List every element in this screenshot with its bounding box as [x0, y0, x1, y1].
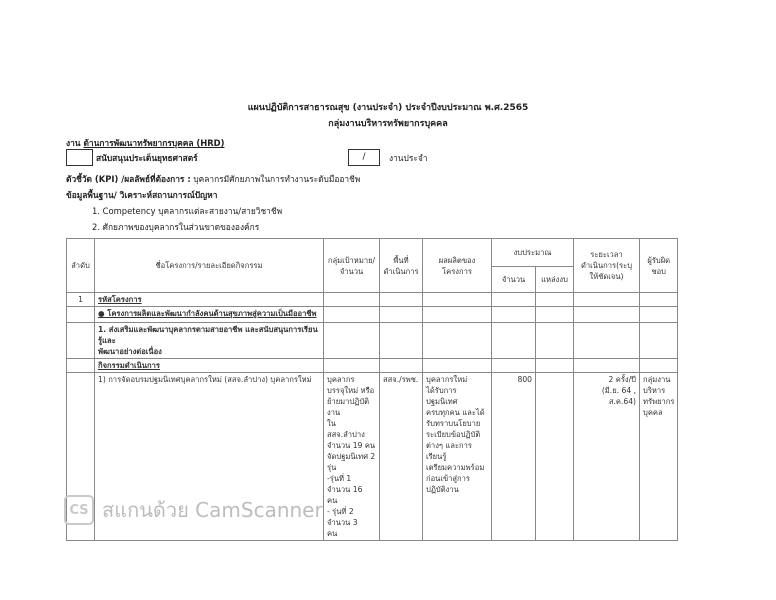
work-line: [66, 138, 224, 149]
activity-output: บุคลากรใหม่ ได้รับการปฐมนิเทศ ครบทุกคน และได้ รับทราบนโยบาย ระเบียบข้อปฏิบัติ ต่างๆ และการเรียนรู้ เตรียมความพร้อม ก่อนเข้าสู่การ ปฏิบัติงาน: [423, 373, 492, 541]
activity-area: สสจ./รพช.: [380, 373, 423, 541]
header-period: ระยะเวลา ดำเนินการ(ระบุ ให้ชัดเจน): [574, 239, 640, 293]
work-name: ด้านการพัฒนาทรัพยากรบุคคล (HRD): [83, 138, 225, 148]
kpi-line: [66, 174, 360, 185]
header-budget: งบประมาณ: [492, 239, 574, 267]
camscanner-logo-icon: CS: [64, 495, 94, 525]
header-output: ผลผลิตของโครงการ: [423, 239, 492, 293]
header-target: กลุ่มเป้าหมาย/ จำนวน: [324, 239, 380, 293]
routine-label: งานประจำ: [389, 153, 428, 163]
activity-text: 1) การจัดอบรมปฐมนิเทศบุคลากรใหม่ (สสจ.ลำปาง) บุคลากรใหม่: [95, 373, 324, 541]
header-no: ลำดับ: [67, 239, 95, 293]
work-label: งาน: [66, 138, 81, 148]
strategy-checkbox[interactable]: [66, 149, 93, 166]
document-title: แผนปฏิบัติการสาธารณสุข (งานประจำ) ประจำปีงบประมาณ พ.ศ.2565: [247, 103, 529, 113]
situation-item-1: 1. Competency บุคลากรแต่ละสายงาน/สายวิชาชีพ: [92, 206, 283, 216]
activity-target: บุคลากร บรรจุใหม่ หรือ ย้ายมาปฏิบัติงาน ใน สสจ.ลำปาง จำนวน 19 คน จัดปฐมนิเทศ 2 รุ่น -รุ่นที่ 1 จำนวน 16 คน - รุ่นที่ 2 จำนวน 3 คน: [324, 373, 380, 541]
activity-amount: 800: [492, 373, 536, 541]
activity-owner: กลุ่มงาน บริหาร ทรัพยากร บุคคล: [640, 373, 678, 541]
header-source: แหล่งงบ: [536, 267, 574, 293]
activity-source: [536, 373, 574, 541]
row-number: 1: [67, 293, 95, 307]
kpi-label: ตัวชี้วัด (KPI) /ผลลัพธ์ที่ต้องการ :: [66, 174, 191, 184]
watermark-text: สแกนด้วย CamScanner: [102, 498, 323, 522]
project-code: รหัสโครงการ: [95, 293, 324, 307]
kpi-value: บุคลากรมีศักยภาพในการทำงานระดับมืออาชีพ: [193, 174, 361, 184]
camscanner-watermark: [64, 494, 323, 526]
situation-item-2: 2. ศักยภาพของบุคลากรในส่วนขาดขององค์กร: [92, 222, 260, 232]
header-owner: ผู้รับผิดชอบ: [640, 239, 678, 293]
header-area: พื้นที่ ดำเนินการ: [380, 239, 423, 293]
routine-checkbox[interactable]: /: [348, 149, 380, 166]
program-title: ● โครงการผลิตและพัฒนากำลังคนด้านสุขภาพสู่ความเป็นมืออาชีพ: [95, 307, 324, 323]
situation-label: ข้อมูลพื้นฐาน/ วิเคราะห์สถานการณ์ปัญหา: [66, 190, 218, 200]
document-subtitle: กลุ่มงานบริหารทรัพยากรบุคคล: [328, 119, 448, 129]
strategy-label: สนับสนุนประเด็นยุทธศาสตร์: [96, 153, 198, 163]
activities-label: กิจกรรมดำเนินการ: [95, 359, 324, 373]
activity-period: 2 ครั้ง/ปี (มี.ย. 64 , ส.ค.64): [574, 373, 640, 541]
header-amount: จำนวน: [492, 267, 536, 293]
header-project: ชื่อโครงการ/รายละเอียดกิจกรรม: [95, 239, 324, 293]
subproject-title: 1. ส่งเสริมและพัฒนาบุคลากรตามสายอาชีพ และสนับสนุนการเรียนรู้และ พัฒนาอย่างต่อเนื่อง: [95, 323, 324, 359]
